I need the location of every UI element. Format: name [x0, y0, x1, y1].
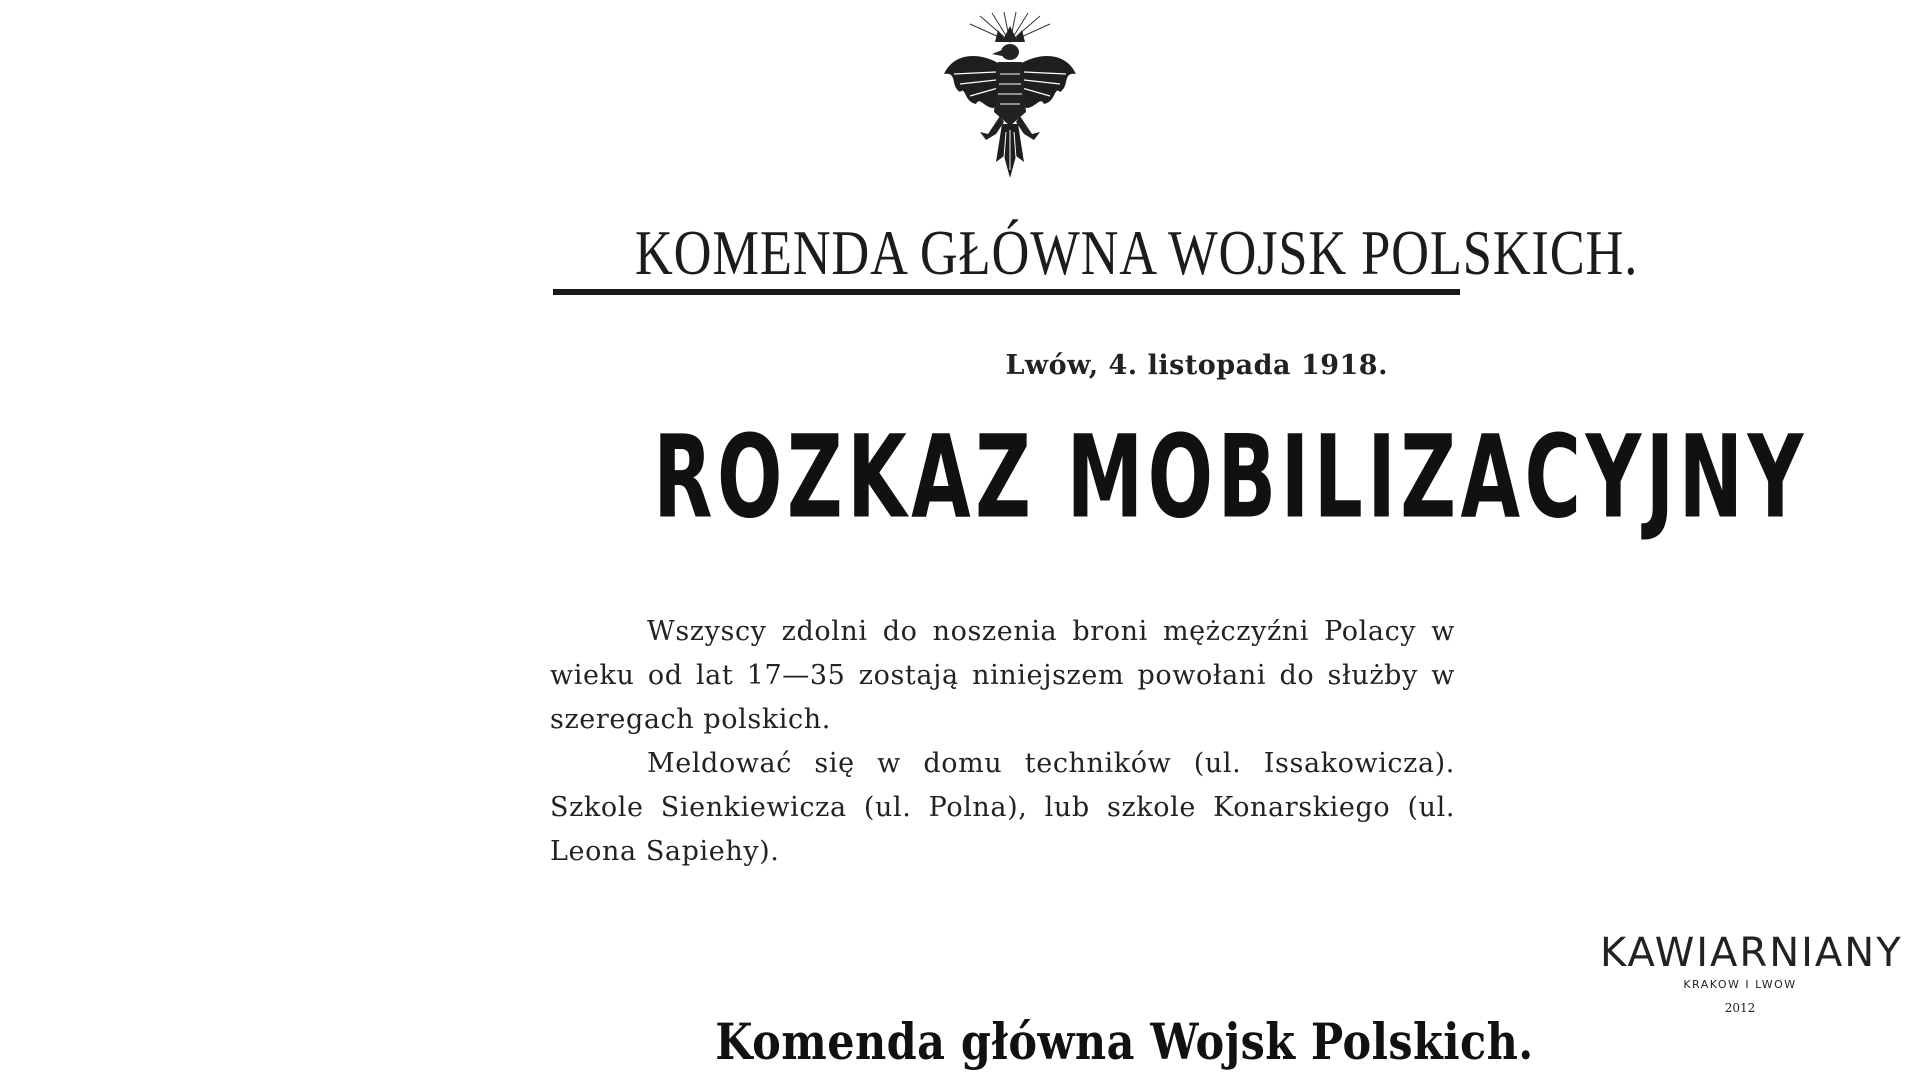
polish-eagle-icon — [940, 12, 1080, 180]
date-line: Lwów, 4. listopada 1918. — [1005, 350, 1388, 381]
signature: Komenda główna Wojsk Polskich. — [715, 1012, 1534, 1071]
brand-name: KAWIARNIANY — [1600, 930, 1903, 976]
brand-logo — [1600, 930, 1903, 1015]
header-divider — [553, 289, 1460, 295]
order-paragraph-1: Wszyscy zdolni do noszenia broni mężczyźni Polacy w wieku od lat 17—35 zostają niniejszem powołani do służby w szeregach polskich. — [550, 616, 1455, 735]
main-title: ROZKAZ MOBILIZACYJNY — [653, 410, 1808, 545]
brand-subtitle: KRAKOW I LWOW — [1683, 978, 1797, 991]
order-body — [550, 610, 1455, 874]
order-paragraph-2: Meldować się w domu techników (ul. Issakowicza). Szkole Sienkiewicza (ul. Polna), lub szkole Konarskiego (ul. Leona Sapiehy). — [550, 748, 1455, 867]
brand-year: 2012 — [1724, 1001, 1756, 1015]
header-title: KOMENDA GŁÓWNA WOJSK POLSKICH. — [634, 217, 1639, 288]
